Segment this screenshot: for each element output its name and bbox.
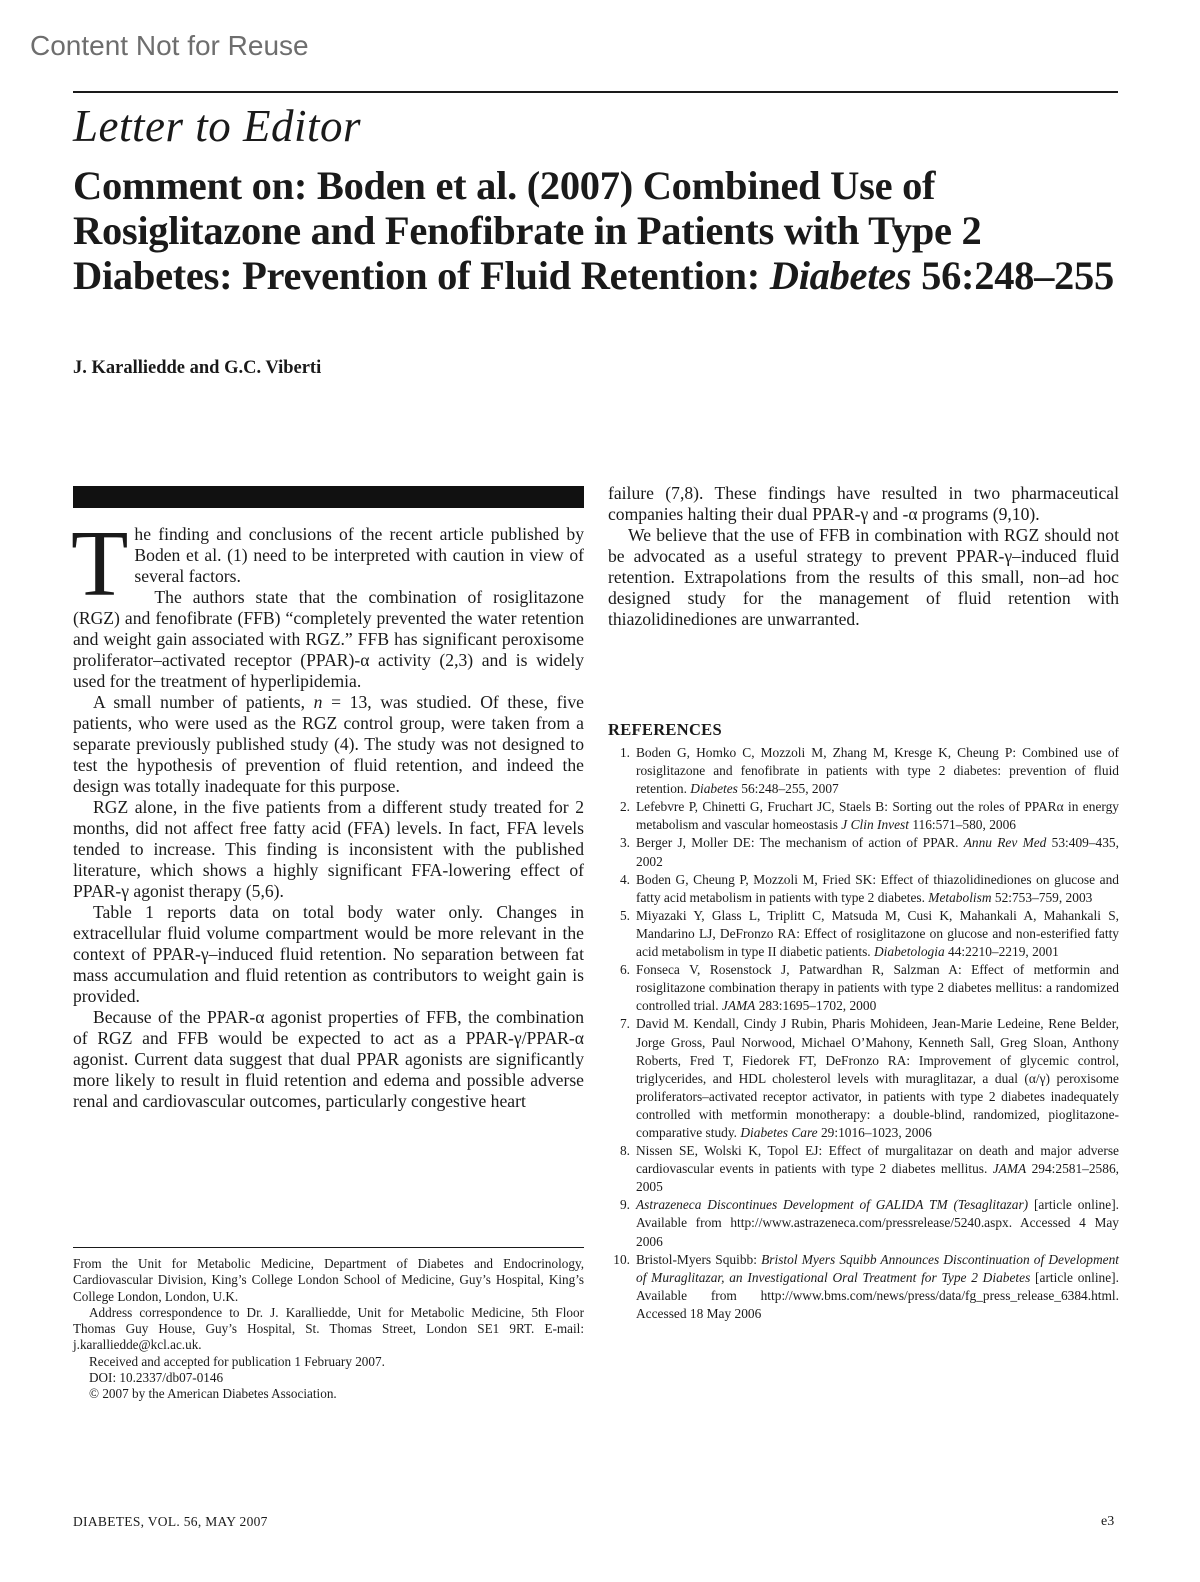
reference-citation: 116:571–580, 2006 bbox=[908, 817, 1016, 833]
reference-authors: Fonseca V, Rosenstock J, Patwardhan R, Salzman A: Effect of metformin and rosiglitazone combination therapy in patients with type 2 diabetes mellitus: a randomized controlled trial. bbox=[636, 962, 1119, 1014]
body-paragraph-4: RGZ alone, in the five patients from a different study treated for 2 months, did not affect free fatty acid (FFA) levels. In fact, FFA levels tended to increase. This finding is inconsistent with the published literature, which shows a highly significant FFA-lowering effect of PPAR-γ agonist therapy (5,6). bbox=[73, 797, 584, 901]
authors: J. Karalliedde and G.C. Viberti bbox=[73, 358, 322, 378]
reference-text bbox=[636, 961, 1119, 1015]
intro-text: he finding and conclusions of the recent article published by Boden et al. (1) need to be interpreted with caution in view of several factors. bbox=[134, 524, 584, 586]
reference-source: Diabetes Care bbox=[740, 1124, 818, 1140]
reference-text bbox=[636, 798, 1119, 834]
section-kicker: Letter to Editor bbox=[73, 101, 361, 151]
reference-authors: Lefebvre P, Chinetti G, Fruchart JC, Staels B: Sorting out the roles of PPARα in energy metabolism and vascular homeostasis bbox=[636, 799, 1119, 833]
reference-citation: 29:1016–1023, 2006 bbox=[817, 1124, 932, 1140]
reference-number: 4. bbox=[619, 871, 630, 887]
reference-citation: 283:1695–1702, 2000 bbox=[755, 998, 877, 1014]
footnote-copyright: © 2007 by the American Diabetes Association. bbox=[89, 1386, 337, 1402]
reference-source: JAMA bbox=[721, 998, 756, 1014]
reference-item bbox=[608, 1196, 1119, 1250]
reference-text bbox=[636, 744, 1119, 798]
footnote-address: Address correspondence to Dr. J. Karalliedde, Unit for Metabolic Medicine, 5th Floor Thomas Guy House, Guy’s Hospital, St. Thomas Street, London SE1 9RT. E-mail: j.karalliedde@kcl.ac.uk. bbox=[73, 1304, 584, 1353]
body-right-column bbox=[608, 483, 1119, 630]
title-main: Comment on: Boden et al. (2007) Combined Use of Rosiglitazone and Fenofibrate in Patients with Type 2 Diabetes: Prevention of Fluid Retention: bbox=[73, 163, 982, 298]
reference-item bbox=[608, 798, 1119, 834]
reference-authors: Bristol-Myers Squibb: bbox=[636, 1251, 762, 1267]
reference-text bbox=[636, 834, 1119, 870]
body-paragraph-6: Because of the PPAR-α agonist properties of FFB, the combination of RGZ and FFB would be expected to act as a PPAR-γ/PPAR-α agonist. Current data suggest that dual PPAR agonists are significantly more likely to result in fluid retention and edema and possible adverse renal and cardiovascular outcomes, particularly congestive heart bbox=[73, 1007, 584, 1111]
reference-source: Diabetes bbox=[690, 781, 738, 797]
p3-part-b: = 13, was studied. Of these, five patients, who were used as the RGZ control group, were taken from a separate previously published study (4). The study was not designed to test the hypothesis of prevention of fluid retention, and indeed the design was totally inadequate for this purpose. bbox=[73, 692, 584, 796]
reference-text bbox=[636, 1142, 1119, 1196]
intro-paragraph bbox=[71, 512, 584, 616]
body-paragraph-2: The authors state that the combination of rosiglitazone (RGZ) and fenofibrate (FFB) “completely prevented the water retention and weight gain associated with RGZ.” FFB has significant peroxisome proliferator–activated receptor (PPAR)-α activity (2,3) and is widely used for the treatment of hyperlipidemia. bbox=[73, 587, 584, 691]
footnote-doi: DOI: 10.2337/db07-0146 bbox=[89, 1370, 224, 1386]
reference-citation: 56:248–255, 2007 bbox=[737, 781, 839, 797]
reference-item bbox=[608, 1015, 1119, 1142]
top-rule bbox=[73, 91, 1118, 93]
reference-citation: [article online]. Available from http://www.astrazeneca.com/pressrelease/5240.aspx. Accessed 4 May 2006 bbox=[636, 1197, 1119, 1249]
title-tail: 56:248–255 bbox=[911, 253, 1114, 298]
reference-item bbox=[608, 871, 1119, 907]
title-journal: Diabetes bbox=[769, 253, 912, 298]
p3-n-symbol: n bbox=[313, 692, 323, 712]
reference-number: 7. bbox=[619, 1016, 630, 1032]
reference-number: 9. bbox=[619, 1197, 630, 1213]
reference-source: J Clin Invest bbox=[841, 817, 909, 833]
body-paragraph-3 bbox=[73, 692, 584, 797]
column-header-bar bbox=[73, 486, 584, 508]
article-title bbox=[73, 163, 1133, 298]
reference-number: 3. bbox=[619, 835, 630, 851]
reference-source: Diabetologia bbox=[874, 944, 945, 960]
reference-text bbox=[636, 907, 1119, 961]
reference-number: 5. bbox=[619, 907, 630, 923]
reference-authors: Miyazaki Y, Glass L, Triplitt C, Matsuda M, Cusi K, Mahankali A, Mahankali S, Mandarino LJ, DeFronzo RA: Effect of rosiglitazone on glucose and non-esterified fatty acid metabolism in type II diabetic patients. bbox=[636, 907, 1119, 960]
reference-text bbox=[636, 871, 1119, 907]
reference-authors: Berger J, Moller DE: The mechanism of action of PPAR. bbox=[636, 835, 964, 851]
reference-citation: 52:753–759, 2003 bbox=[991, 889, 1093, 905]
body-left-column bbox=[71, 512, 584, 1112]
page-number: e3 bbox=[1101, 1514, 1115, 1529]
reference-number: 6. bbox=[619, 962, 630, 978]
reference-text bbox=[636, 1015, 1119, 1142]
reference-item bbox=[608, 1142, 1119, 1196]
reference-source: Astrazeneca Discontinues Development of GALIDA TM (Tesaglitazar) bbox=[636, 1197, 1029, 1213]
body-paragraph-7: We believe that the use of FFB in combination with RGZ should not be advocated as a useful strategy to prevent PPAR-γ–induced fluid retention. Extrapolations from the results of this small, non–ad hoc designed study for the management of fluid retention with thiazolidinediones are unwarranted. bbox=[608, 525, 1119, 629]
reference-authors: Boden G, Homko C, Mozzoli M, Zhang M, Kresge K, Cheung P: Combined use of rosiglitazone and fenofibrate in patients with type 2 diabetes: prevention of fluid retention. bbox=[636, 745, 1119, 797]
reference-source: Metabolism bbox=[928, 889, 992, 905]
reference-item bbox=[608, 744, 1119, 798]
footnote-affiliation: From the Unit for Metabolic Medicine, Department of Diabetes and Endocrinology, Cardiovascular Division, King’s College London School of Medicine, Guy’s Hospital, King’s College London, London, U.K. bbox=[73, 1256, 584, 1304]
reference-number: 2. bbox=[619, 799, 630, 815]
reference-number: 10. bbox=[613, 1251, 630, 1267]
watermark-text: Content Not for Reuse bbox=[30, 30, 309, 61]
reference-item bbox=[608, 961, 1119, 1015]
footnote-received: Received and accepted for publication 1 February 2007. bbox=[89, 1353, 385, 1369]
journal-footer: DIABETES, VOL. 56, MAY 2007 bbox=[73, 1514, 268, 1529]
reference-item bbox=[608, 834, 1119, 870]
reference-authors: Boden G, Cheung P, Mozzoli M, Fried SK: Effect of thiazolidinediones on glucose and fatty acid metabolism in patients with type 2 diabetes. bbox=[636, 871, 1119, 905]
reference-number: 1. bbox=[619, 745, 630, 760]
reference-source: Annu Rev Med bbox=[963, 835, 1047, 851]
body-paragraph-6-continued: failure (7,8). These findings have resulted in two pharmaceutical companies halting their dual PPAR-γ and -α programs (9,10). bbox=[608, 483, 1119, 524]
reference-authors: Nissen SE, Wolski K, Topol EJ: Effect of murgalitazar on death and major adverse cardiovascular events in patients with type 2 diabetes mellitus. bbox=[636, 1143, 1119, 1177]
reference-citation: 44:2210–2219, 2001 bbox=[944, 944, 1059, 960]
reference-source: Bristol Myers Squibb Announces Discontinuation of Development of Muraglitazar, an Investigational Oral Treatment for Type 2 Diabetes bbox=[636, 1251, 1119, 1285]
p3-part-a: A small number of patients, bbox=[93, 692, 314, 712]
footnote-block bbox=[73, 1256, 584, 1403]
drop-cap: T bbox=[71, 512, 129, 616]
reference-source: JAMA bbox=[992, 1161, 1027, 1177]
reference-item bbox=[608, 907, 1119, 961]
footnote-rule bbox=[73, 1247, 584, 1248]
reference-text bbox=[636, 1196, 1119, 1250]
reference-authors: David M. Kendall, Cindy J Rubin, Pharis Mohideen, Jean-Marie Ledeine, Rene Belder, Jorge Gross, Paul Norwood, Michael O’Mahony, Kenneth Sall, Greg Sloan, Anthony Roberts, Fred T, Fiedorek FT, DeFronzo RA: Improvement of glycemic control, triglycerides, and HDL cholesterol levels with muraglitazar, a dual (α/γ) peroxisome proliferators–activated receptor activator, in patients with type 2 diabetes inadequately controlled with metformin monotherapy: a double-blind, randomized, pioglitazone-comparative study. bbox=[636, 1016, 1119, 1140]
reference-number: 8. bbox=[619, 1143, 630, 1159]
reference-citation: 53:409–435, 2002 bbox=[636, 835, 1119, 869]
reference-item bbox=[608, 1251, 1119, 1323]
body-paragraph-5: Table 1 reports data on total body water only. Changes in extracellular fluid volume compartment would be more relevant in the context of PPAR-γ–induced fluid retention. No separation between fat mass accumulation and fluid retention as contributors to weight gain is provided. bbox=[73, 902, 584, 1006]
references-heading: REFERENCES bbox=[608, 720, 722, 739]
reference-citation: 294:2581–2586, 2005 bbox=[636, 1161, 1119, 1195]
reference-citation: [article online]. Available from http://www.bms.com/news/press/data/fg_press_release_6384.html. Accessed 18 May 2006 bbox=[636, 1269, 1119, 1321]
references-list bbox=[608, 744, 1119, 1323]
reference-text bbox=[636, 1251, 1119, 1323]
